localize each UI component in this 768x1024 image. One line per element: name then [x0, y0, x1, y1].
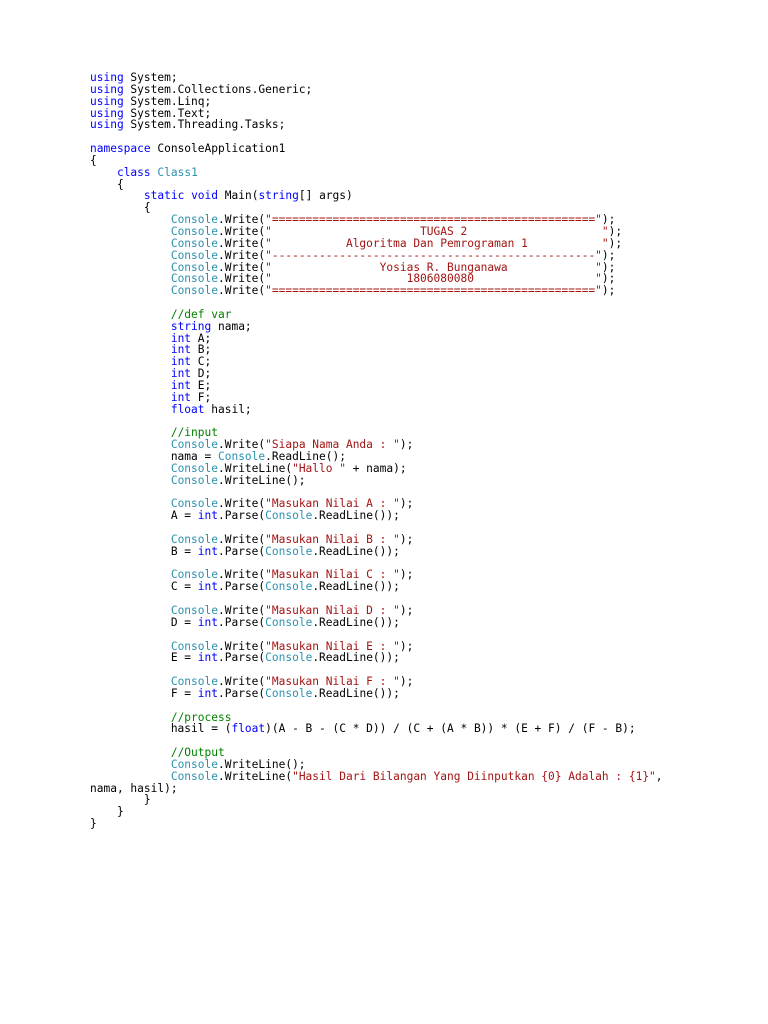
code-text: {: [90, 153, 97, 167]
code-line: [90, 167, 750, 179]
code-text: .Write(: [217, 568, 266, 582]
code-text: A;: [191, 331, 212, 345]
string-literal: " Algoritma Dan Pemrograman 1 ": [265, 236, 609, 250]
code-text: [90, 474, 171, 487]
code-text: .Write(: [217, 236, 266, 250]
type-token: Console: [170, 532, 218, 546]
keyword-token: string: [170, 319, 212, 333]
code-listing: [90, 72, 750, 830]
code-text: [90, 284, 171, 297]
code-text: .Parse(: [218, 686, 266, 700]
type-token: Console: [265, 580, 313, 594]
code-text: .Parse(: [218, 509, 266, 523]
code-text: .Parse(: [218, 651, 266, 665]
type-token: Console: [170, 473, 218, 487]
code-text: );: [399, 438, 414, 452]
string-literal: "================================================": [265, 213, 602, 227]
code-line: [90, 783, 750, 795]
type-token: Console: [265, 615, 313, 629]
code-line: [90, 794, 750, 806]
code-text: .Write(: [217, 675, 266, 689]
string-literal: "================================================": [265, 284, 602, 298]
code-text: );: [399, 568, 414, 582]
keyword-token: int: [197, 615, 218, 629]
code-line: [90, 404, 750, 416]
code-text: .Write(: [217, 438, 266, 452]
code-text: + nama);: [345, 461, 407, 475]
type-token: Console: [170, 461, 218, 475]
code-text: .Write(: [217, 603, 266, 617]
code-text: );: [601, 272, 616, 286]
code-text: hasil;: [204, 402, 252, 416]
code-text: ConsoleApplication1: [150, 142, 286, 156]
code-text: System;: [123, 71, 178, 84]
code-text: nama, hasil);: [90, 781, 178, 795]
code-line: [90, 190, 750, 202]
type-token: Console: [170, 769, 218, 783]
code-line: [90, 510, 750, 522]
code-text: .ReadLine());: [312, 509, 400, 523]
code-text: D =: [90, 615, 198, 629]
code-text: System.Linq;: [123, 94, 212, 108]
comment-token: //Output: [170, 746, 225, 760]
code-text: [] args): [298, 189, 353, 203]
type-token: Console: [170, 272, 218, 286]
keyword-token: int: [197, 686, 218, 700]
code-text: .WriteLine();: [217, 757, 306, 771]
code-text: );: [601, 213, 616, 227]
type-token: Console: [170, 568, 218, 582]
string-literal: " 1806080080 ": [265, 272, 602, 286]
type-token: Console: [170, 675, 218, 689]
keyword-token: namespace: [90, 142, 151, 156]
keyword-token: int: [170, 378, 192, 392]
keyword-token: int: [197, 544, 218, 558]
code-text: B =: [90, 544, 198, 558]
code-text: .Write(: [217, 284, 266, 298]
type-token: Console: [265, 686, 313, 700]
code-text: F;: [191, 390, 212, 404]
code-text: System.Text;: [123, 106, 212, 120]
keyword-token: using: [90, 106, 124, 120]
code-text: .ReadLine());: [312, 686, 400, 700]
code-text: .ReadLine());: [312, 544, 400, 558]
code-text: .WriteLine(: [217, 461, 293, 475]
keyword-token: int: [170, 331, 192, 345]
keyword-token: using: [90, 118, 124, 132]
code-text: hasil = (: [90, 722, 232, 736]
type-token: Console: [170, 603, 218, 617]
code-line: [90, 617, 750, 629]
keyword-token: int: [197, 509, 218, 523]
type-token: Console: [170, 639, 218, 653]
string-literal: "------------------------------------------------": [265, 248, 602, 262]
keyword-token: int: [197, 580, 218, 594]
keyword-token: float: [231, 722, 266, 736]
code-line: [90, 806, 750, 818]
keyword-token: int: [170, 355, 192, 369]
code-text: );: [608, 224, 623, 238]
comment-token: //def var: [170, 307, 232, 321]
type-token: Console: [170, 236, 218, 250]
type-token: Console: [170, 438, 218, 452]
keyword-token: int: [170, 343, 192, 357]
code-text: .Write(: [217, 272, 266, 286]
code-text: }: [90, 805, 124, 819]
comment-token: //process: [170, 710, 232, 724]
code-text: .Write(: [217, 213, 266, 227]
code-text: );: [399, 603, 414, 617]
string-literal: "Masukan Nilai C : ": [265, 568, 400, 582]
code-text: [90, 403, 171, 416]
code-line: [90, 475, 750, 487]
code-line: [90, 285, 750, 297]
code-text: );: [399, 497, 414, 511]
keyword-token: using: [90, 71, 124, 84]
code-text: .Parse(: [218, 580, 266, 594]
code-text: );: [601, 260, 616, 274]
code-text: .Parse(: [218, 615, 266, 629]
code-text: .Write(: [217, 497, 266, 511]
keyword-token: string: [258, 189, 299, 203]
string-literal: "Masukan Nilai A : ": [265, 497, 400, 511]
comment-token: //input: [170, 426, 218, 440]
type-token: Console: [265, 509, 313, 523]
code-line: [90, 771, 750, 783]
code-text: C =: [90, 580, 198, 594]
code-text: {: [90, 177, 124, 191]
code-text: );: [601, 284, 616, 298]
string-literal: " TUGAS 2 ": [265, 224, 609, 238]
keyword-token: static: [143, 189, 185, 203]
code-text: }: [90, 793, 151, 807]
code-text: .ReadLine());: [312, 651, 400, 665]
code-text: );: [399, 532, 414, 546]
type-token: Class1: [157, 165, 198, 179]
code-text: F =: [90, 686, 198, 700]
code-text: .Write(: [217, 248, 266, 262]
code-text: E;: [191, 378, 212, 392]
code-text: A =: [90, 509, 198, 523]
keyword-token: int: [170, 367, 192, 381]
keyword-token: using: [90, 82, 124, 96]
keyword-token: float: [170, 402, 205, 416]
code-line: [90, 143, 750, 155]
string-literal: "Masukan Nilai B : ": [265, 532, 400, 546]
string-literal: " Yosias R. Bunganawa ": [265, 260, 602, 274]
string-literal: "Masukan Nilai F : ": [265, 675, 400, 689]
code-text: );: [608, 236, 623, 250]
code-text: C;: [191, 355, 212, 369]
code-text: nama;: [211, 319, 252, 333]
type-token: Console: [170, 757, 218, 771]
code-text: .WriteLine(: [217, 769, 293, 783]
type-token: Console: [170, 213, 218, 227]
code-text: .Write(: [217, 224, 266, 238]
code-line: [90, 818, 750, 830]
code-text: );: [399, 639, 414, 653]
code-text: Main(: [218, 189, 259, 203]
code-text: E =: [90, 651, 198, 665]
code-text: System.Threading.Tasks;: [123, 118, 286, 132]
code-line: [90, 119, 750, 131]
keyword-token: int: [170, 390, 192, 404]
code-text: B;: [191, 343, 212, 357]
type-token: Console: [170, 260, 218, 274]
code-text: ,: [655, 769, 663, 783]
code-text: .Write(: [217, 532, 266, 546]
code-line: [90, 688, 750, 700]
string-literal: "Masukan Nilai D : ": [265, 603, 400, 617]
string-literal: "Hallo ": [292, 461, 346, 475]
code-line: [90, 723, 750, 735]
string-literal: "Hasil Dari Bilangan Yang Diinputkan {0} Adalah : {1}": [292, 769, 656, 783]
type-token: Console: [170, 284, 218, 298]
keyword-token: void: [191, 189, 219, 203]
type-token: Console: [170, 224, 218, 238]
string-literal: "Masukan Nilai E : ": [265, 639, 400, 653]
code-line: [90, 581, 750, 593]
code-text: System.Collections.Generic;: [123, 82, 313, 96]
type-token: Console: [265, 651, 313, 665]
string-literal: "Siapa Nama Anda : ": [265, 438, 400, 452]
code-text: }: [90, 817, 97, 831]
type-token: Console: [265, 544, 313, 558]
code-text: .Parse(: [218, 544, 266, 558]
code-text: .ReadLine());: [312, 580, 400, 594]
type-token: Console: [217, 450, 266, 463]
code-text: .ReadLine();: [265, 450, 346, 463]
code-text: .WriteLine();: [217, 473, 306, 487]
keyword-token: class: [116, 165, 151, 179]
code-line: [90, 546, 750, 558]
code-text: D;: [191, 367, 212, 381]
keyword-token: int: [197, 651, 218, 665]
type-token: Console: [170, 248, 218, 262]
code-text: );: [601, 248, 616, 262]
code-text: .ReadLine());: [312, 615, 400, 629]
code-text: .Write(: [217, 260, 266, 274]
code-text: .Write(: [217, 639, 266, 653]
code-text: {: [90, 201, 151, 215]
type-token: Console: [170, 497, 218, 511]
code-text: );: [399, 675, 414, 689]
code-text: )(A - B - (C * D)) / (C + (A * B)) * (E + F) / (F - B);: [265, 722, 636, 736]
code-text: nama =: [90, 450, 218, 463]
keyword-token: using: [90, 94, 124, 108]
code-line: [90, 652, 750, 664]
